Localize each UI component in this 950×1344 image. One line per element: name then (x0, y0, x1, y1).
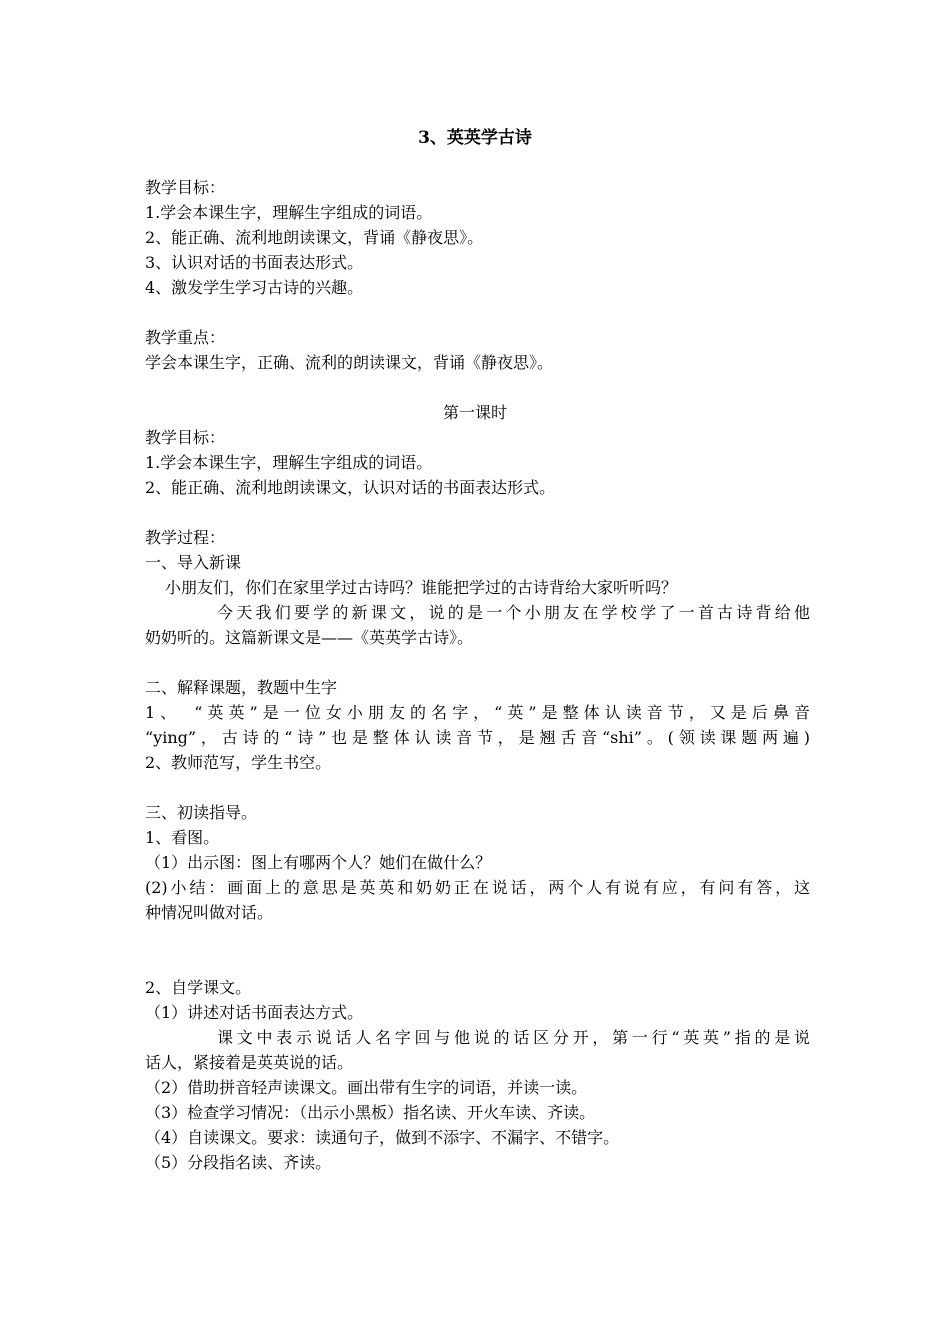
sub-heading: 1、看图。 (145, 828, 220, 847)
paragraph-line: （3）检查学习情况：（出示小黑板）指名读、开火车读、齐读。 (145, 1103, 596, 1122)
focus-heading: 教学重点： (145, 328, 226, 347)
goal-item: 4、激发学生学习古诗的兴趣。 (145, 278, 364, 297)
paragraph-line: 小朋友们，你们在家里学过古诗吗？谁能把学过的古诗背给大家听听吗？ (165, 578, 678, 597)
paragraph-line: 2、教师范写，学生书空。 (145, 753, 332, 772)
paragraph-line: 课文中表示说话人名字回与他说的话区分开，第一行“英英”指的是说 (217, 1028, 810, 1047)
paragraph-line: (2)小结：画面上的意思是英英和奶奶正在说话，两个人有说有应，有问有答，这 (145, 878, 810, 897)
paragraph-line: （4）自读课文。要求：读通句子，做到不添字、不漏字、不错字。 (145, 1128, 620, 1147)
section-heading: 二、解释课题，教题中生字 (145, 678, 338, 697)
paragraph-line: 话人，紧接着是英英说的话。 (145, 1053, 354, 1072)
section-heading: 三、初读指导。 (145, 803, 258, 822)
focus-text: 学会本课生字，正确、流利的朗读课文，背诵《静夜思》。 (145, 353, 554, 372)
goal-item: 1.学会本课生字，理解生字组成的词语。 (145, 203, 433, 222)
paragraph-line: （1）出示图：图上有哪两个人？她们在做什么？ (145, 853, 492, 872)
lesson-goal-item: 1.学会本课生字，理解生字组成的词语。 (145, 453, 433, 472)
goal-item: 3、认识对话的书面表达形式。 (145, 253, 364, 272)
paragraph-line: （5）分段指名读、齐读。 (145, 1153, 332, 1172)
paragraph-line: “ying”，古诗的“诗”也是整体认读音节，是翘舌音“shi”。(领读课题两遍) (145, 728, 810, 747)
lesson-goal-item: 2、能正确、流利地朗读课文，认识对话的书面表达形式。 (145, 478, 556, 497)
lesson-goals-heading: 教学目标： (145, 428, 226, 447)
sub-heading: 2、自学课文。 (145, 978, 252, 997)
section-heading: 一、导入新课 (145, 553, 242, 572)
lesson-title: 第一课时 (442, 403, 507, 422)
paragraph-line: 奶奶听的。这篇新课文是——《英英学古诗》。 (145, 628, 474, 647)
paragraph-line: 1、 “英英”是一位女小朋友的名字，“英”是整体认读音节，又是后鼻音 (145, 703, 810, 722)
document-title: 3、英英学古诗 (418, 128, 532, 148)
process-heading: 教学过程： (145, 528, 226, 547)
goal-item: 2、能正确、流利地朗读课文，背诵《静夜思》。 (145, 228, 484, 247)
goals-heading: 教学目标： (145, 178, 226, 197)
paragraph-line: 今天我们要学的新课文，说的是一个小朋友在学校学了一首古诗背给他 (217, 603, 810, 622)
paragraph-line: 种情况叫做对话。 (145, 903, 274, 922)
paragraph-line: （2）借助拼音轻声读课文。画出带有生字的词语，并读一读。 (145, 1078, 588, 1097)
paragraph-line: （1）讲述对话书面表达方式。 (145, 1003, 364, 1022)
